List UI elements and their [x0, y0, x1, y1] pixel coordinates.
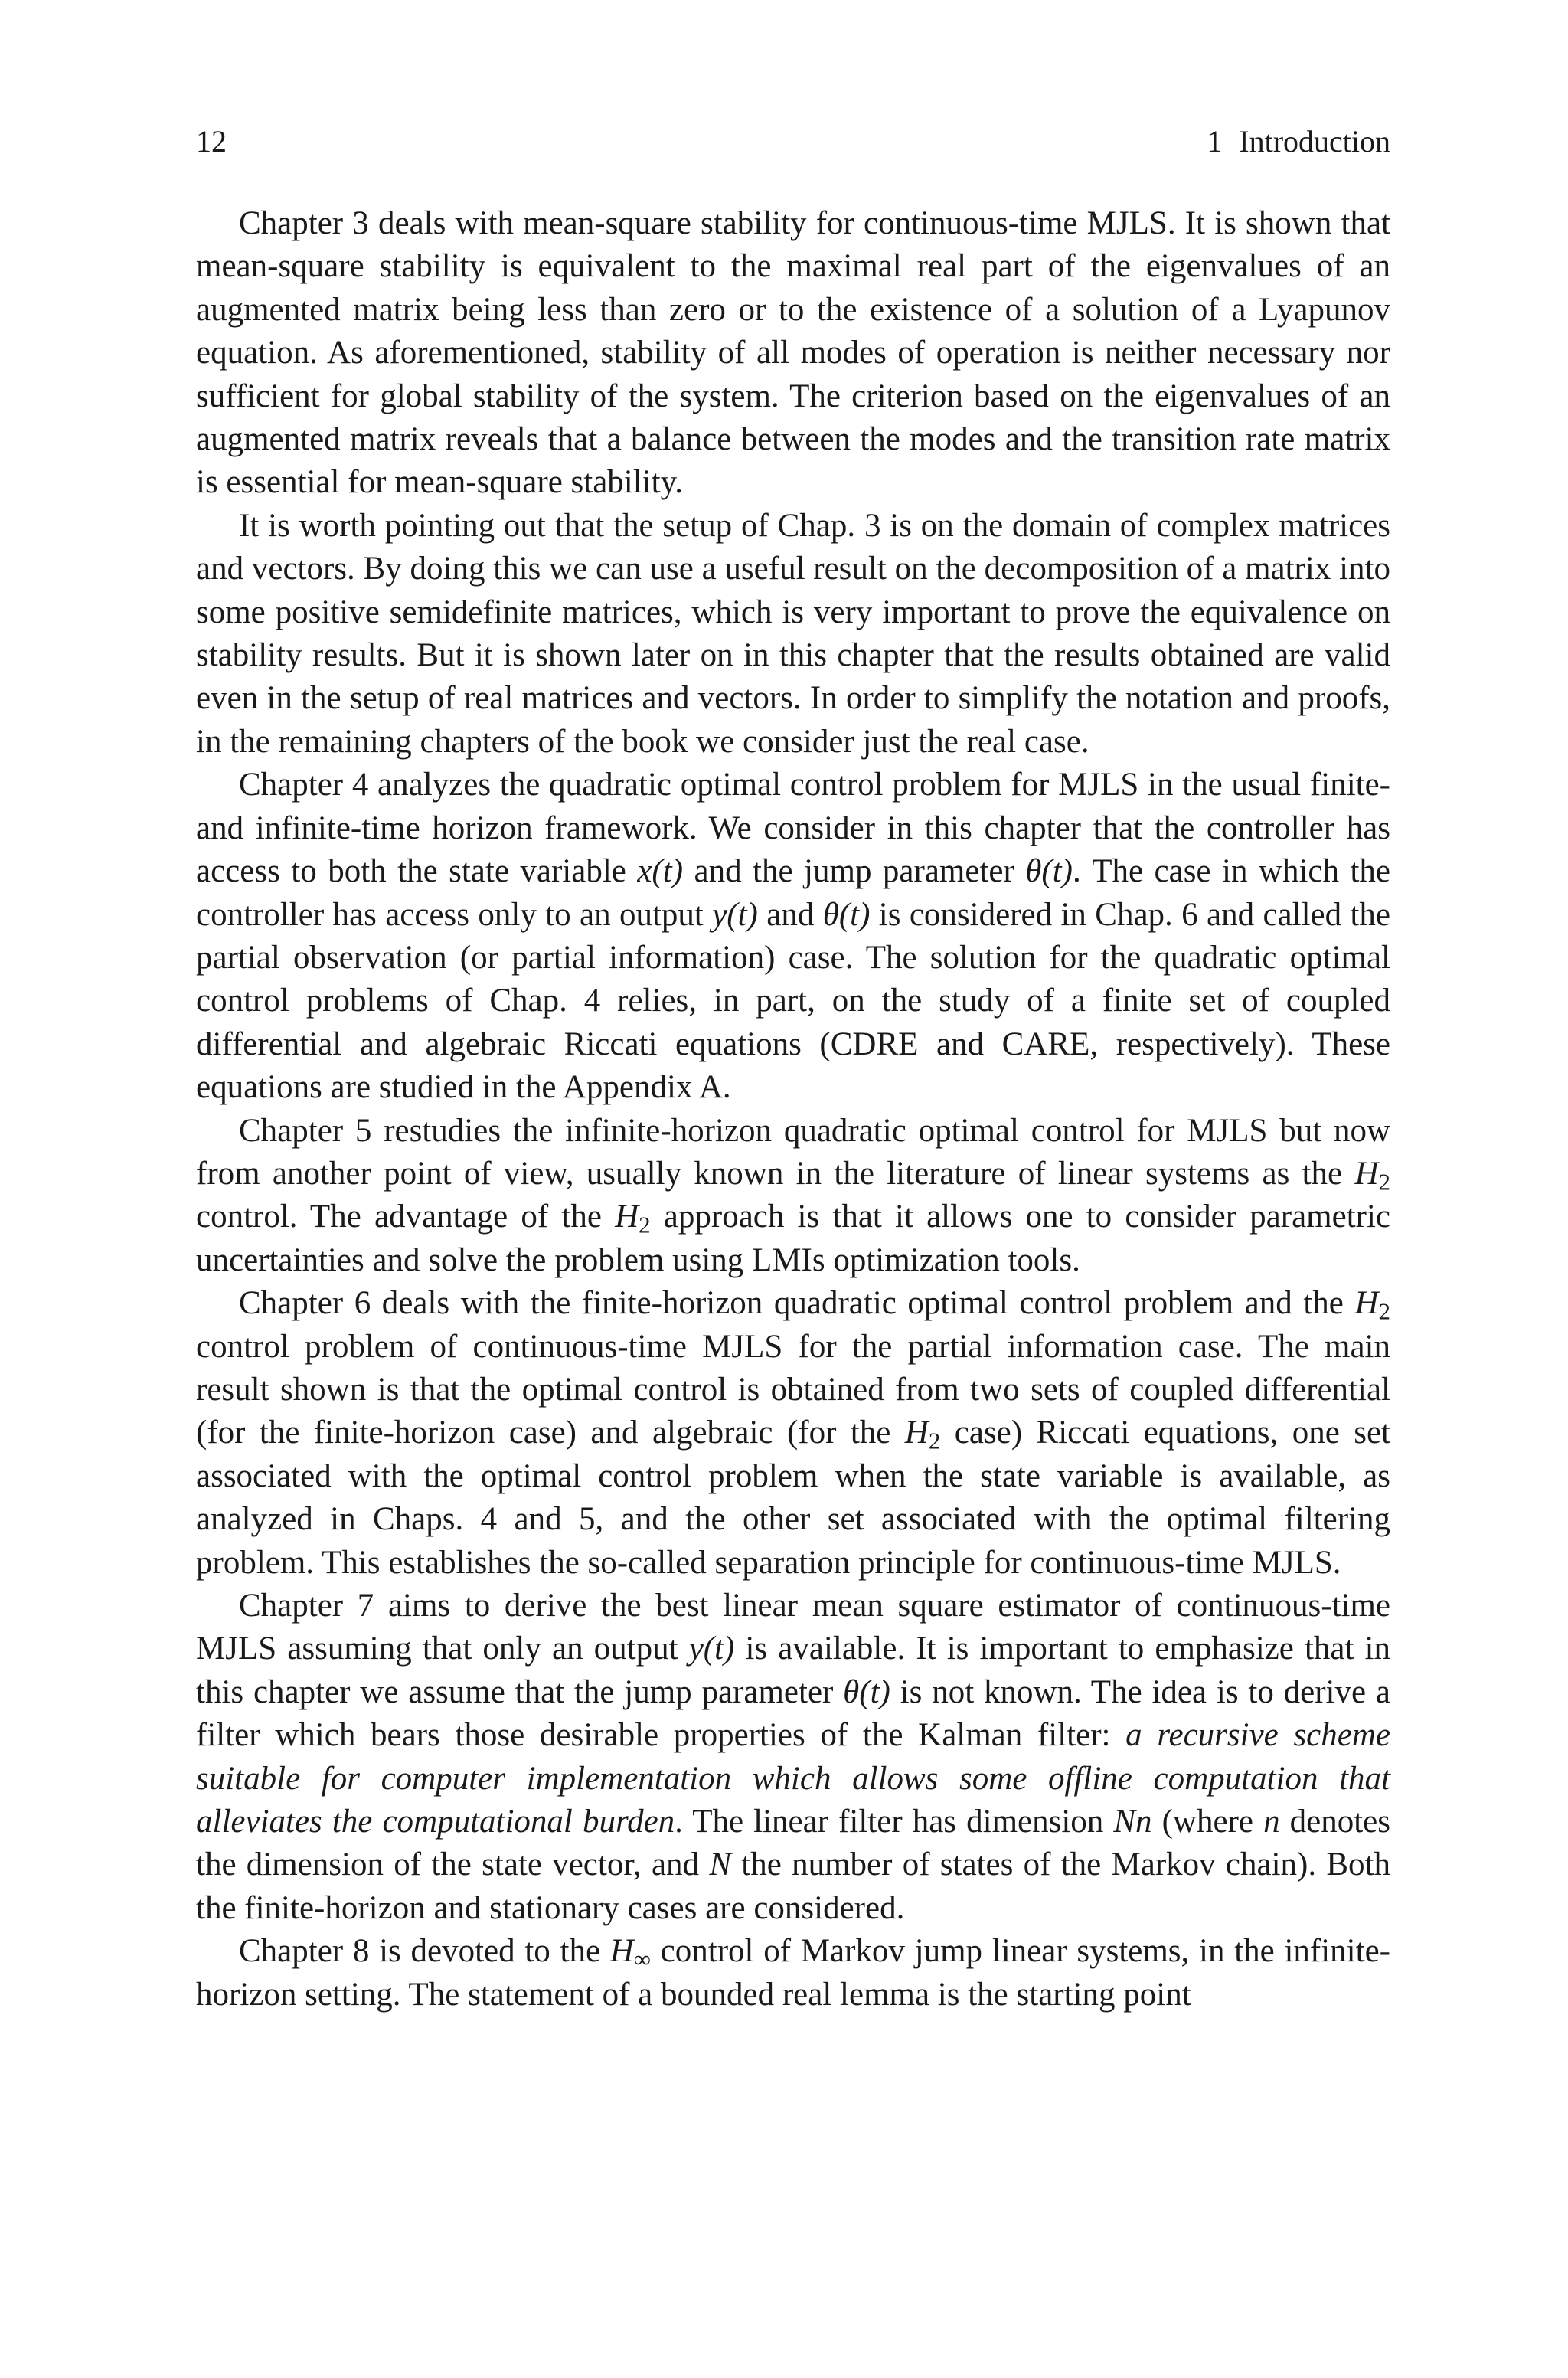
text-segment: approach is that it allows one to consider parametric uncertainties and solve the problem using LMIs optimization tools. — [196, 1199, 1391, 1278]
text-segment: is not known. The idea is to derive a filter which bears those desirable properties of the Kalman filter: — [196, 1673, 1390, 1754]
math-y-t: y(t) — [712, 896, 758, 933]
text-segment: Chapter 8 is devoted to the — [239, 1933, 610, 1970]
text-segment: Chapter 7 aims to derive the best linear mean square estimator of continuous-time MJLS assuming that only an output — [196, 1588, 1390, 1667]
math-symbol: H — [1354, 1285, 1379, 1322]
math-symbol: H — [1354, 1155, 1379, 1192]
math-subscript: 2 — [639, 1212, 651, 1239]
text-segment: control problem of continuous-time MJLS for the partial information case. The main result shown is that the optimal control is obtained from two sets of coupled differential (for the finite-horizon case) and algebraic (for the — [196, 1328, 1390, 1451]
math-h2 — [904, 1415, 941, 1455]
math-symbol: H — [904, 1415, 929, 1451]
text-segment: control. The advantage of the — [196, 1199, 616, 1235]
math-h-infinity — [609, 1933, 651, 1973]
math-subscript: 2 — [1378, 1297, 1390, 1325]
text-segment: Chapter 5 restudies the infinite-horizon quadratic optimal control for MJLS but now from another point of view, usually known in the literature of linear systems as the — [196, 1112, 1390, 1192]
math-n: n — [1263, 1804, 1280, 1840]
math-N: N — [709, 1846, 731, 1883]
math-h2 — [615, 1199, 651, 1239]
math-h2 — [1354, 1155, 1390, 1196]
text-segment: is available. It is important to emphasize that in this chapter we assume that the jump parameter — [196, 1631, 1391, 1710]
text-segment: and the jump parameter — [683, 853, 1026, 890]
text-segment: Chapter 6 deals with the finite-horizon quadratic optimal control problem and the — [239, 1285, 1355, 1322]
math-theta-t: θ(t) — [1025, 853, 1073, 890]
paragraph-chapter-8 — [196, 1930, 1390, 2017]
running-head — [196, 123, 1390, 161]
chapter-number: 1 — [1207, 124, 1223, 159]
text-segment: case) Riccati equations, one set associated with the optimal control problem when the state variable is available, as analyzed in Chaps. 4 and 5, and the other set associated with the optimal filtering problem. This establishes the so-called separation principle for continuous-time MJLS. — [196, 1415, 1390, 1581]
text-segment: Chapter 4 analyzes the quadratic optimal control problem for MJLS in the usual finite- and infinite-time horizon framework. We consider in this chapter that the controller has access to both the state variable — [196, 767, 1390, 890]
italic-phrase: a recursive scheme suitable for computer implementation which allows some offline computation that alleviates the computational burden — [196, 1717, 1390, 1840]
running-title — [1207, 123, 1390, 161]
paragraph-chapter-4 — [196, 764, 1390, 1109]
text-segment: denotes the dimension of the state vector, and — [196, 1804, 1390, 1883]
paragraph-chapter-5 — [196, 1110, 1390, 1283]
math-Nn: Nn — [1113, 1804, 1152, 1840]
paragraph-complex-setup: It is worth pointing out that the setup of Chap. 3 is on the domain of complex matrices and vectors. By doing this we can use a useful result on the decomposition of a matrix into some positive semidefinite matrices, which is very important to prove the equivalence on stability results. But it is shown later on in this chapter that the results obtained are valid even in the setup of real matrices and vectors. In order to simplify the notation and proofs, in the remaining chapters of the book we consider just the real case. — [196, 507, 1390, 760]
math-subscript: ∞ — [633, 1945, 651, 1973]
body-text — [196, 202, 1390, 2017]
text-segment: control of Markov jump linear systems, in the infinite-horizon setting. The statement of a bounded real lemma is the starting point — [196, 1933, 1390, 2013]
paragraph-chapter-3: Chapter 3 deals with mean-square stability for continuous-time MJLS. It is shown that mean-square stability is equivalent to the maximal real part of the eigenvalues of an augmented matrix being less than zero or to the existence of a solution of a Lyapunov equation. As aforementioned, stability of all modes of operation is neither necessary nor sufficient for global stability of the system. The criterion based on the eigenvalues of an augmented matrix reveals that a balance between the modes and the transition rate matrix is essential for mean-square stability. — [196, 205, 1390, 501]
math-theta-t: θ(t) — [822, 896, 871, 933]
math-subscript: 2 — [928, 1428, 941, 1455]
text-segment: the number of states of the Markov chain). Both the finite-horizon and stationary cases are considered. — [196, 1846, 1390, 1926]
text-segment: . The linear filter has dimension — [675, 1804, 1114, 1840]
math-symbol: H — [615, 1199, 639, 1235]
math-h2 — [1354, 1285, 1390, 1325]
page-number: 12 — [196, 124, 227, 159]
math-subscript: 2 — [1378, 1168, 1390, 1196]
math-theta-t: θ(t) — [843, 1673, 890, 1710]
paragraph-chapter-6 — [196, 1282, 1390, 1585]
text-segment: . The case in which the controller has access only to an output — [196, 853, 1390, 933]
text-segment: is considered in Chap. 6 and called the partial observation (or partial information) case. The solution for the quadratic optimal control problems of Chap. 4 relies, in part, on the study of a finite set of coupled differential and algebraic Riccati equations (CDRE and CARE, respectively). These equations are studied in the Appendix A. — [196, 896, 1391, 1106]
math-x-t: x(t) — [637, 853, 684, 890]
math-y-t: y(t) — [688, 1631, 735, 1667]
paragraph-chapter-7 — [196, 1585, 1390, 1930]
math-symbol: H — [609, 1933, 634, 1970]
text-segment: (where — [1152, 1804, 1264, 1840]
text-segment: and — [757, 896, 823, 933]
chapter-title: Introduction — [1239, 124, 1390, 159]
